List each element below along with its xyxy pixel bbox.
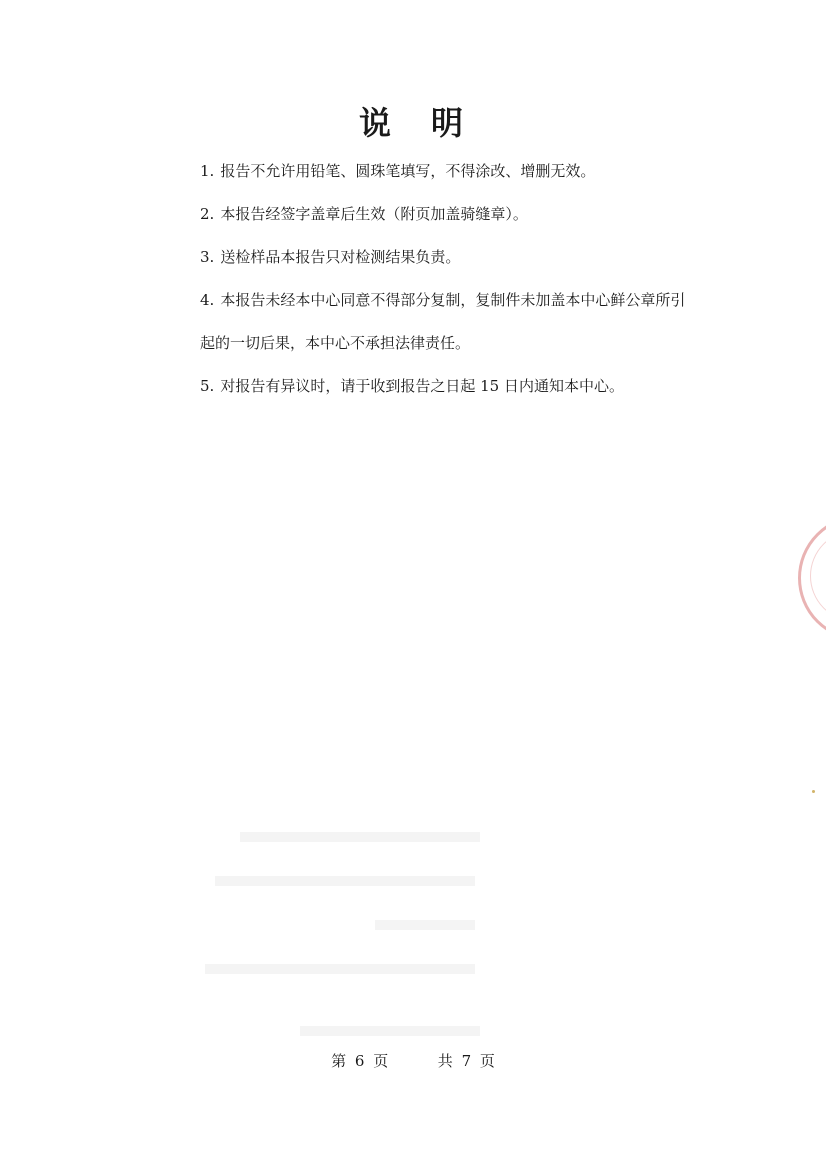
bleed-through-line [375,920,475,930]
notice-item-1 [200,161,760,181]
notice-item-3 [200,247,760,267]
bleed-through-line [240,832,480,842]
page-current: 6 [354,1052,365,1070]
total-unit: 页 [479,1052,495,1070]
notice-item-5 [200,376,760,396]
bleed-through-line [215,876,475,886]
page-title: 说 明 [358,104,467,142]
item-text: 对报告有异议时，请于收到报告之日起 15 日内通知本中心。 [220,377,624,395]
item-number: 3. [200,248,215,266]
item-text: 报告不允许用铅笔、圆珠笔填写，不得涂改、增删无效。 [220,162,596,180]
item-number: 2. [200,205,215,223]
item-number: 4. [200,291,215,309]
item-text: 本报告未经本中心同意不得部分复制，复制件未加盖本中心鲜公章所引 [220,291,686,309]
notice-item-4-continuation: 起的一切后果，本中心不承担法律责任。 [200,334,471,352]
item-number: 5. [200,377,215,395]
item-text: 送检样品本报告只对检测结果负责。 [220,248,461,266]
bleed-through-line [205,964,475,974]
item-text: 本报告经签字盖章后生效（附页加盖骑缝章）。 [220,205,528,223]
paper-speck [812,790,815,793]
total-prefix: 共 [437,1052,453,1070]
bleed-through-line [300,1026,480,1036]
page-unit: 页 [373,1052,389,1070]
page-prefix: 第 [331,1052,347,1070]
item-number: 1. [200,162,215,180]
page-total: 7 [461,1052,472,1070]
page-number-footer [0,1050,826,1071]
notice-item-2 [200,204,760,224]
notice-item-4 [200,290,760,310]
